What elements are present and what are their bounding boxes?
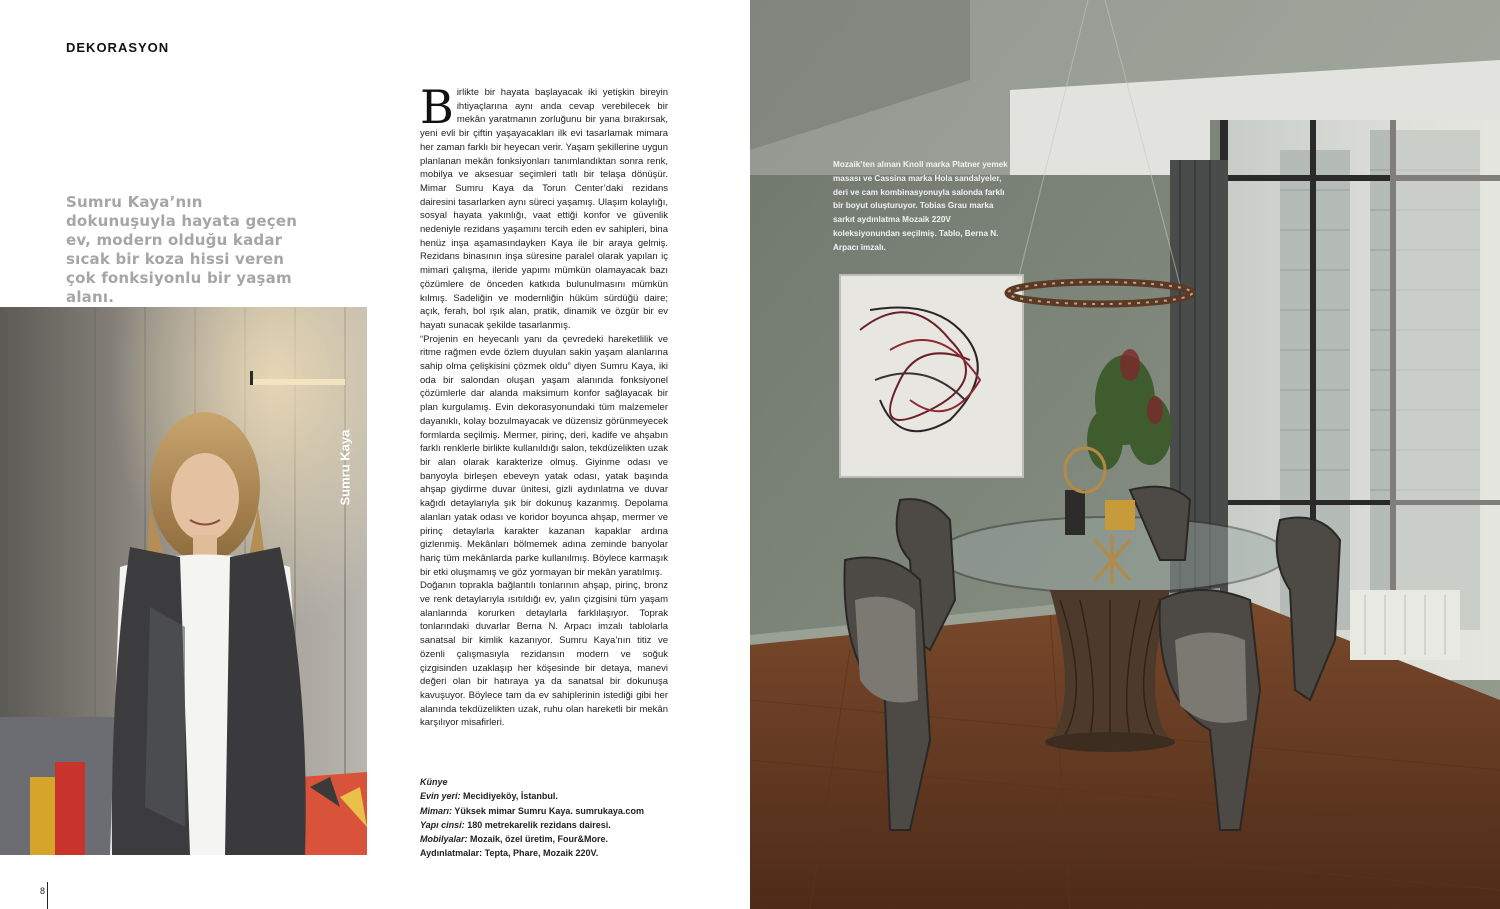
credits-title: Künye [420,777,448,787]
portrait-illustration [0,307,367,855]
pull-quote: Sumru Kaya’nın dokunuşuyla hayata geçen ev, modern olduğu kadar sıcak bir koza hissi veren çok fonksiyonlu bir yaşam alanı. [66,193,298,306]
article-paragraph-1 [420,80,668,333]
portrait-caption-text: Sumru Kaya [337,429,353,506]
credits-row: Yapı cinsi: 180 metrekarelik rezidans dairesi. [420,819,611,830]
page-number-rule [47,882,48,909]
article-paragraph-1-text: irlikte bir hayata başlayacak iki yetişkin bireyin ihtiyaçlarına aynı anda cevap verebilecek bir mekân yaratmanın zorluğunu bir yana bırakırsak, yeni evli bir çiftin yaşayacakları ilk evi tasarlamak mimara her zaman farklı bir heyecan verir. Yaşam şekillerine uygun planlanan mekân fonksiyonları tanımlandıktan sonra renk, mobilya ve aksesuar seçimleri tatlı bir telaşa dönüşür. Mimar Sumru Kaya da Torun Center’daki rezidans dairesini tasarlarken aynı süreci yaşamış. Ulaşım kolaylığı, sosyal hayata yakınlığı, vaat ettiği konfor ve güvenlik nedeniyle rezidans yaşamını tercih eden ev sahipleri, bina henüz inşa aşamasındayken Kaya ile bir araya gelmiş. Rezidans binasının inşa süresine paralel olarak yapılan iç mimari çalışma, ileride yapımı mümkün olamayacak bazı çözümlere de önceden katkıda bulunulmasını mümkün kılmış. Sadeliğin ve modernliğin hüküm sürdüğü daire; açık, ferah, bol ışık alan, pratik, dinamik ve özgür bir ev hayatı sunacak şekilde tasarlanmış. [420,87,668,331]
drop-cap: B [420,80,454,134]
dining-room-photo [750,0,1500,909]
article-body [420,80,668,730]
article-paragraph-2: “Projenin en heyecanlı yanı da çevredeki hareketlilik ve ritme rağmen evde özlem duyulan sakin yaşam alanlarına sahip olma çelişkisini çözmek oldu” diyen Sumru Kaya, iki oda bir salondan oluşan yaşam alanında fonksiyonel çözümlerle dar alanda maksimum konfor sağlayacak bir plan kurgulamış. Evin dekorasyonundaki tüm malzemeler dayanıklı, kolay bozulmayacak ve düzensiz görünmeyecek formlarda seçilmiş. Mermer, pirinç, deri, kadife ve ahşabın farklı renklerle birlikte kullanıldığı salon, tekdüzelikten uzak bir alan olarak karakterize olmuş. Giyinme odası ve banyoyla birleşen ebeveyn yatak odası, yatak başında ahşap giydirme duvar ünitesi, gizli aydınlatma ve duvar kağıdı detaylarıyla şık bir dokunuş kazanmış. Depolama alanları yatak odası ve koridor boyunca ahşap, mermer ve pirinç detaylarla karakter kazanan kapaklar ardına gizlenmiş. Mekânları bölmemek adına zeminde banyolar hariç tüm mekânlarda parke kullanılmış. Böylece karmaşık bir etki oluşmamış ve göz yormayan bir mekân yaratılmış. [420,333,668,578]
credits-box [420,775,670,861]
page-number: 8 [40,886,46,896]
credits-row: Evin yeri: Mecidiyeköy, İstanbul. [420,791,558,802]
portrait-caption [335,418,355,508]
section-label: DEKORASYON [66,40,170,55]
credits-row: Mimarı: Yüksek mimar Sumru Kaya. sumrukaya.com [420,805,644,816]
right-page [750,0,1500,909]
article-paragraph-3: Doğanın toprakla bağlantılı tonlarının ahşap, pirinç, bronz ve renk detaylarıyla ısıtıldığı ev, yalın çizgisini tüm yaşam alanlarında korurken detaylarla farklılaşıyor. Toprak tonlarındaki duvarlar Berna N. Arpacı imzalı tablolarla sanatsal bir kimlik kazanıyor. Sumru Kaya’nın titiz ve özenli çalışmasıyla rezidansın modern ve soğuk çizgisinden uzaklaşıp her köşesinde bir detaya, manevi değeri olan bir hatıraya ya da sanatsal bir dokunuşa kavuşuyor. Böylece tam da ev sahiplerinin istediği gibi her alanında tekdüzelikten uzak, ruhu olan hareketli bir mekân karşılıyor misafirleri. [420,580,668,729]
credits-row: Mobilyalar: Mozaik, özel üretim, Four&More. Aydınlatmalar: Tepta, Phare, Mozaik 220V. [420,834,609,859]
portrait-photo [0,307,367,855]
photo-caption: Mozaik’ten alınan Knoll marka Platner yemek masası ve Cassina marka Hola sandalyeler, deri ve cam kombinasyonuyla salonda farklı bir boyut oluşturuyor. Tobias Grau marka sarkıt aydınlatma Mozaik 220V koleksiyonundan seçilmiş. Tablo, Berna N. Arpacı imzalı. [833,160,1008,252]
